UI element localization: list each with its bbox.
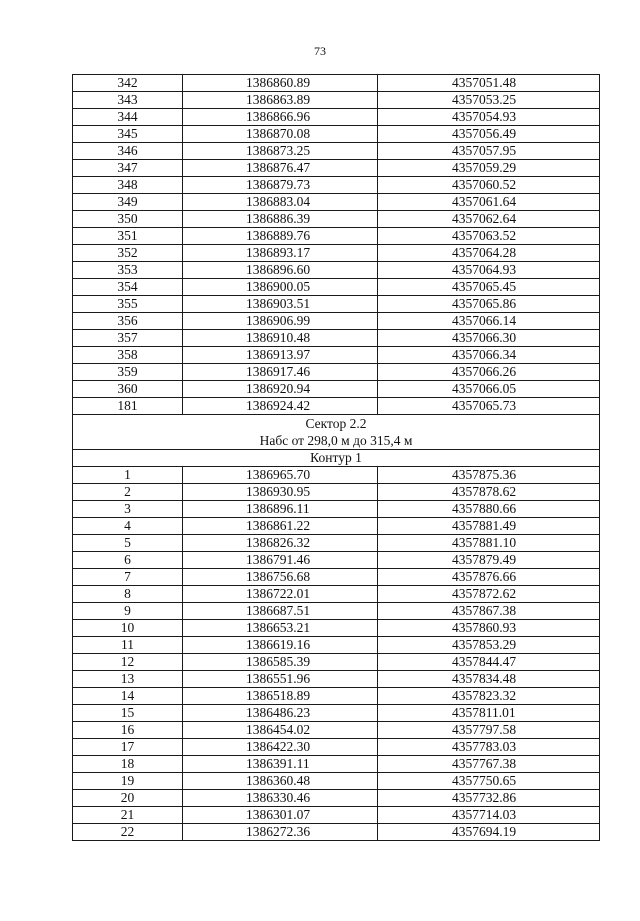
point-number-cell: 351: [73, 228, 183, 245]
table-row: [73, 552, 600, 569]
table-row: [73, 484, 600, 501]
table-row: [73, 671, 600, 688]
point-number-cell: 10: [73, 620, 183, 637]
table-row: [73, 790, 600, 807]
point-number-cell: 14: [73, 688, 183, 705]
point-number-cell: 7: [73, 569, 183, 586]
sector-height-range: Набс от 298,0 м до 315,4 м: [259, 433, 413, 448]
point-number-cell: 347: [73, 160, 183, 177]
point-number-cell: 19: [73, 773, 183, 790]
point-number-cell: 359: [73, 364, 183, 381]
y-coordinate-cell: 4357063.52: [378, 228, 600, 245]
coordinates-table: [72, 74, 600, 841]
table-row: [73, 194, 600, 211]
table-row: [73, 824, 600, 841]
point-number-cell: 358: [73, 347, 183, 364]
x-coordinate-cell: 1386913.97: [183, 347, 378, 364]
point-number-cell: 1: [73, 467, 183, 484]
point-number-cell: 353: [73, 262, 183, 279]
y-coordinate-cell: 4357051.48: [378, 75, 600, 92]
x-coordinate-cell: 1386896.60: [183, 262, 378, 279]
table-row: [73, 92, 600, 109]
y-coordinate-cell: 4357059.29: [378, 160, 600, 177]
point-number-cell: 13: [73, 671, 183, 688]
table-row: [73, 177, 600, 194]
x-coordinate-cell: 1386879.73: [183, 177, 378, 194]
x-coordinate-cell: 1386619.16: [183, 637, 378, 654]
point-number-cell: 355: [73, 296, 183, 313]
y-coordinate-cell: 4357065.73: [378, 398, 600, 415]
y-coordinate-cell: 4357823.32: [378, 688, 600, 705]
point-number-cell: 357: [73, 330, 183, 347]
x-coordinate-cell: 1386454.02: [183, 722, 378, 739]
point-number-cell: 2: [73, 484, 183, 501]
point-number-cell: 348: [73, 177, 183, 194]
y-coordinate-cell: 4357881.10: [378, 535, 600, 552]
table-row: [73, 109, 600, 126]
point-number-cell: 8: [73, 586, 183, 603]
table-row: [73, 739, 600, 756]
x-coordinate-cell: 1386791.46: [183, 552, 378, 569]
x-coordinate-cell: 1386924.42: [183, 398, 378, 415]
table-row: [73, 262, 600, 279]
point-number-cell: 9: [73, 603, 183, 620]
table-row: [73, 364, 600, 381]
x-coordinate-cell: 1386903.51: [183, 296, 378, 313]
point-number-cell: 12: [73, 654, 183, 671]
point-number-cell: 17: [73, 739, 183, 756]
x-coordinate-cell: 1386486.23: [183, 705, 378, 722]
table-section-top: [73, 75, 600, 415]
table-row: [73, 603, 600, 620]
y-coordinate-cell: 4357054.93: [378, 109, 600, 126]
point-number-cell: 345: [73, 126, 183, 143]
point-number-cell: 360: [73, 381, 183, 398]
x-coordinate-cell: 1386910.48: [183, 330, 378, 347]
table-row: [73, 296, 600, 313]
table-row: [73, 807, 600, 824]
table-row: [73, 637, 600, 654]
point-number-cell: 356: [73, 313, 183, 330]
x-coordinate-cell: 1386360.48: [183, 773, 378, 790]
x-coordinate-cell: 1386893.17: [183, 245, 378, 262]
x-coordinate-cell: 1386301.07: [183, 807, 378, 824]
y-coordinate-cell: 4357064.93: [378, 262, 600, 279]
table-row: [73, 620, 600, 637]
sector-header-cell: [73, 415, 600, 450]
x-coordinate-cell: 1386585.39: [183, 654, 378, 671]
point-number-cell: 4: [73, 518, 183, 535]
table-row: [73, 688, 600, 705]
table-row: [73, 535, 600, 552]
table-row: [73, 381, 600, 398]
y-coordinate-cell: 4357881.49: [378, 518, 600, 535]
x-coordinate-cell: 1386518.89: [183, 688, 378, 705]
table-row: [73, 143, 600, 160]
table-row: [73, 330, 600, 347]
table-row: [73, 313, 600, 330]
table-row: [73, 773, 600, 790]
x-coordinate-cell: 1386722.01: [183, 586, 378, 603]
table-row: [73, 228, 600, 245]
sector-title: Сектор 2.2: [305, 416, 367, 431]
x-coordinate-cell: 1386653.21: [183, 620, 378, 637]
y-coordinate-cell: 4357057.95: [378, 143, 600, 160]
table-row: [73, 654, 600, 671]
point-number-cell: 5: [73, 535, 183, 552]
y-coordinate-cell: 4357867.38: [378, 603, 600, 620]
x-coordinate-cell: 1386920.94: [183, 381, 378, 398]
table-row: [73, 160, 600, 177]
x-coordinate-cell: 1386687.51: [183, 603, 378, 620]
y-coordinate-cell: 4357066.14: [378, 313, 600, 330]
x-coordinate-cell: 1386873.25: [183, 143, 378, 160]
point-number-cell: 343: [73, 92, 183, 109]
x-coordinate-cell: 1386870.08: [183, 126, 378, 143]
y-coordinate-cell: 4357062.64: [378, 211, 600, 228]
y-coordinate-cell: 4357732.86: [378, 790, 600, 807]
point-number-cell: 21: [73, 807, 183, 824]
point-number-cell: 346: [73, 143, 183, 160]
table-row: [73, 75, 600, 92]
sector-header-section: [73, 415, 600, 467]
point-number-cell: 16: [73, 722, 183, 739]
table-row: [73, 518, 600, 535]
point-number-cell: 352: [73, 245, 183, 262]
x-coordinate-cell: 1386930.95: [183, 484, 378, 501]
y-coordinate-cell: 4357061.64: [378, 194, 600, 211]
y-coordinate-cell: 4357066.26: [378, 364, 600, 381]
point-number-cell: 181: [73, 398, 183, 415]
point-number-cell: 342: [73, 75, 183, 92]
x-coordinate-cell: 1386422.30: [183, 739, 378, 756]
point-number-cell: 344: [73, 109, 183, 126]
x-coordinate-cell: 1386866.96: [183, 109, 378, 126]
y-coordinate-cell: 4357876.66: [378, 569, 600, 586]
x-coordinate-cell: 1386889.76: [183, 228, 378, 245]
table-row: [73, 705, 600, 722]
y-coordinate-cell: 4357844.47: [378, 654, 600, 671]
y-coordinate-cell: 4357064.28: [378, 245, 600, 262]
x-coordinate-cell: 1386883.04: [183, 194, 378, 211]
y-coordinate-cell: 4357797.58: [378, 722, 600, 739]
point-number-cell: 18: [73, 756, 183, 773]
point-number-cell: 20: [73, 790, 183, 807]
y-coordinate-cell: 4357872.62: [378, 586, 600, 603]
y-coordinate-cell: 4357750.65: [378, 773, 600, 790]
table-row: [73, 569, 600, 586]
x-coordinate-cell: 1386861.22: [183, 518, 378, 535]
page-number: 73: [314, 44, 326, 58]
table-row: [73, 467, 600, 484]
x-coordinate-cell: 1386391.11: [183, 756, 378, 773]
table-row: [73, 126, 600, 143]
table-row: [73, 211, 600, 228]
point-number-cell: 15: [73, 705, 183, 722]
x-coordinate-cell: 1386965.70: [183, 467, 378, 484]
table-section-bottom: [73, 467, 600, 841]
table-row: [73, 245, 600, 262]
y-coordinate-cell: 4357053.25: [378, 92, 600, 109]
table-row: [73, 279, 600, 296]
x-coordinate-cell: 1386900.05: [183, 279, 378, 296]
y-coordinate-cell: 4357694.19: [378, 824, 600, 841]
y-coordinate-cell: 4357066.30: [378, 330, 600, 347]
y-coordinate-cell: 4357860.93: [378, 620, 600, 637]
y-coordinate-cell: 4357056.49: [378, 126, 600, 143]
x-coordinate-cell: 1386330.46: [183, 790, 378, 807]
x-coordinate-cell: 1386551.96: [183, 671, 378, 688]
y-coordinate-cell: 4357066.05: [378, 381, 600, 398]
x-coordinate-cell: 1386906.99: [183, 313, 378, 330]
y-coordinate-cell: 4357714.03: [378, 807, 600, 824]
y-coordinate-cell: 4357767.38: [378, 756, 600, 773]
y-coordinate-cell: 4357783.03: [378, 739, 600, 756]
y-coordinate-cell: 4357065.45: [378, 279, 600, 296]
table-row: [73, 722, 600, 739]
x-coordinate-cell: 1386886.39: [183, 211, 378, 228]
x-coordinate-cell: 1386876.47: [183, 160, 378, 177]
y-coordinate-cell: 4357065.86: [378, 296, 600, 313]
point-number-cell: 354: [73, 279, 183, 296]
contour-title: Контур 1: [73, 450, 600, 467]
table-row: [73, 586, 600, 603]
x-coordinate-cell: 1386863.89: [183, 92, 378, 109]
y-coordinate-cell: 4357060.52: [378, 177, 600, 194]
table-row: [73, 347, 600, 364]
table-row: [73, 756, 600, 773]
table-row: [73, 501, 600, 518]
contour-header-row: [73, 450, 600, 467]
x-coordinate-cell: 1386896.11: [183, 501, 378, 518]
y-coordinate-cell: 4357879.49: [378, 552, 600, 569]
table-row: [73, 398, 600, 415]
sector-header-row: [73, 415, 600, 450]
x-coordinate-cell: 1386272.36: [183, 824, 378, 841]
x-coordinate-cell: 1386756.68: [183, 569, 378, 586]
point-number-cell: 6: [73, 552, 183, 569]
y-coordinate-cell: 4357811.01: [378, 705, 600, 722]
point-number-cell: 11: [73, 637, 183, 654]
y-coordinate-cell: 4357878.62: [378, 484, 600, 501]
y-coordinate-cell: 4357853.29: [378, 637, 600, 654]
y-coordinate-cell: 4357834.48: [378, 671, 600, 688]
point-number-cell: 3: [73, 501, 183, 518]
y-coordinate-cell: 4357880.66: [378, 501, 600, 518]
y-coordinate-cell: 4357066.34: [378, 347, 600, 364]
x-coordinate-cell: 1386860.89: [183, 75, 378, 92]
x-coordinate-cell: 1386826.32: [183, 535, 378, 552]
point-number-cell: 22: [73, 824, 183, 841]
y-coordinate-cell: 4357875.36: [378, 467, 600, 484]
x-coordinate-cell: 1386917.46: [183, 364, 378, 381]
point-number-cell: 350: [73, 211, 183, 228]
point-number-cell: 349: [73, 194, 183, 211]
